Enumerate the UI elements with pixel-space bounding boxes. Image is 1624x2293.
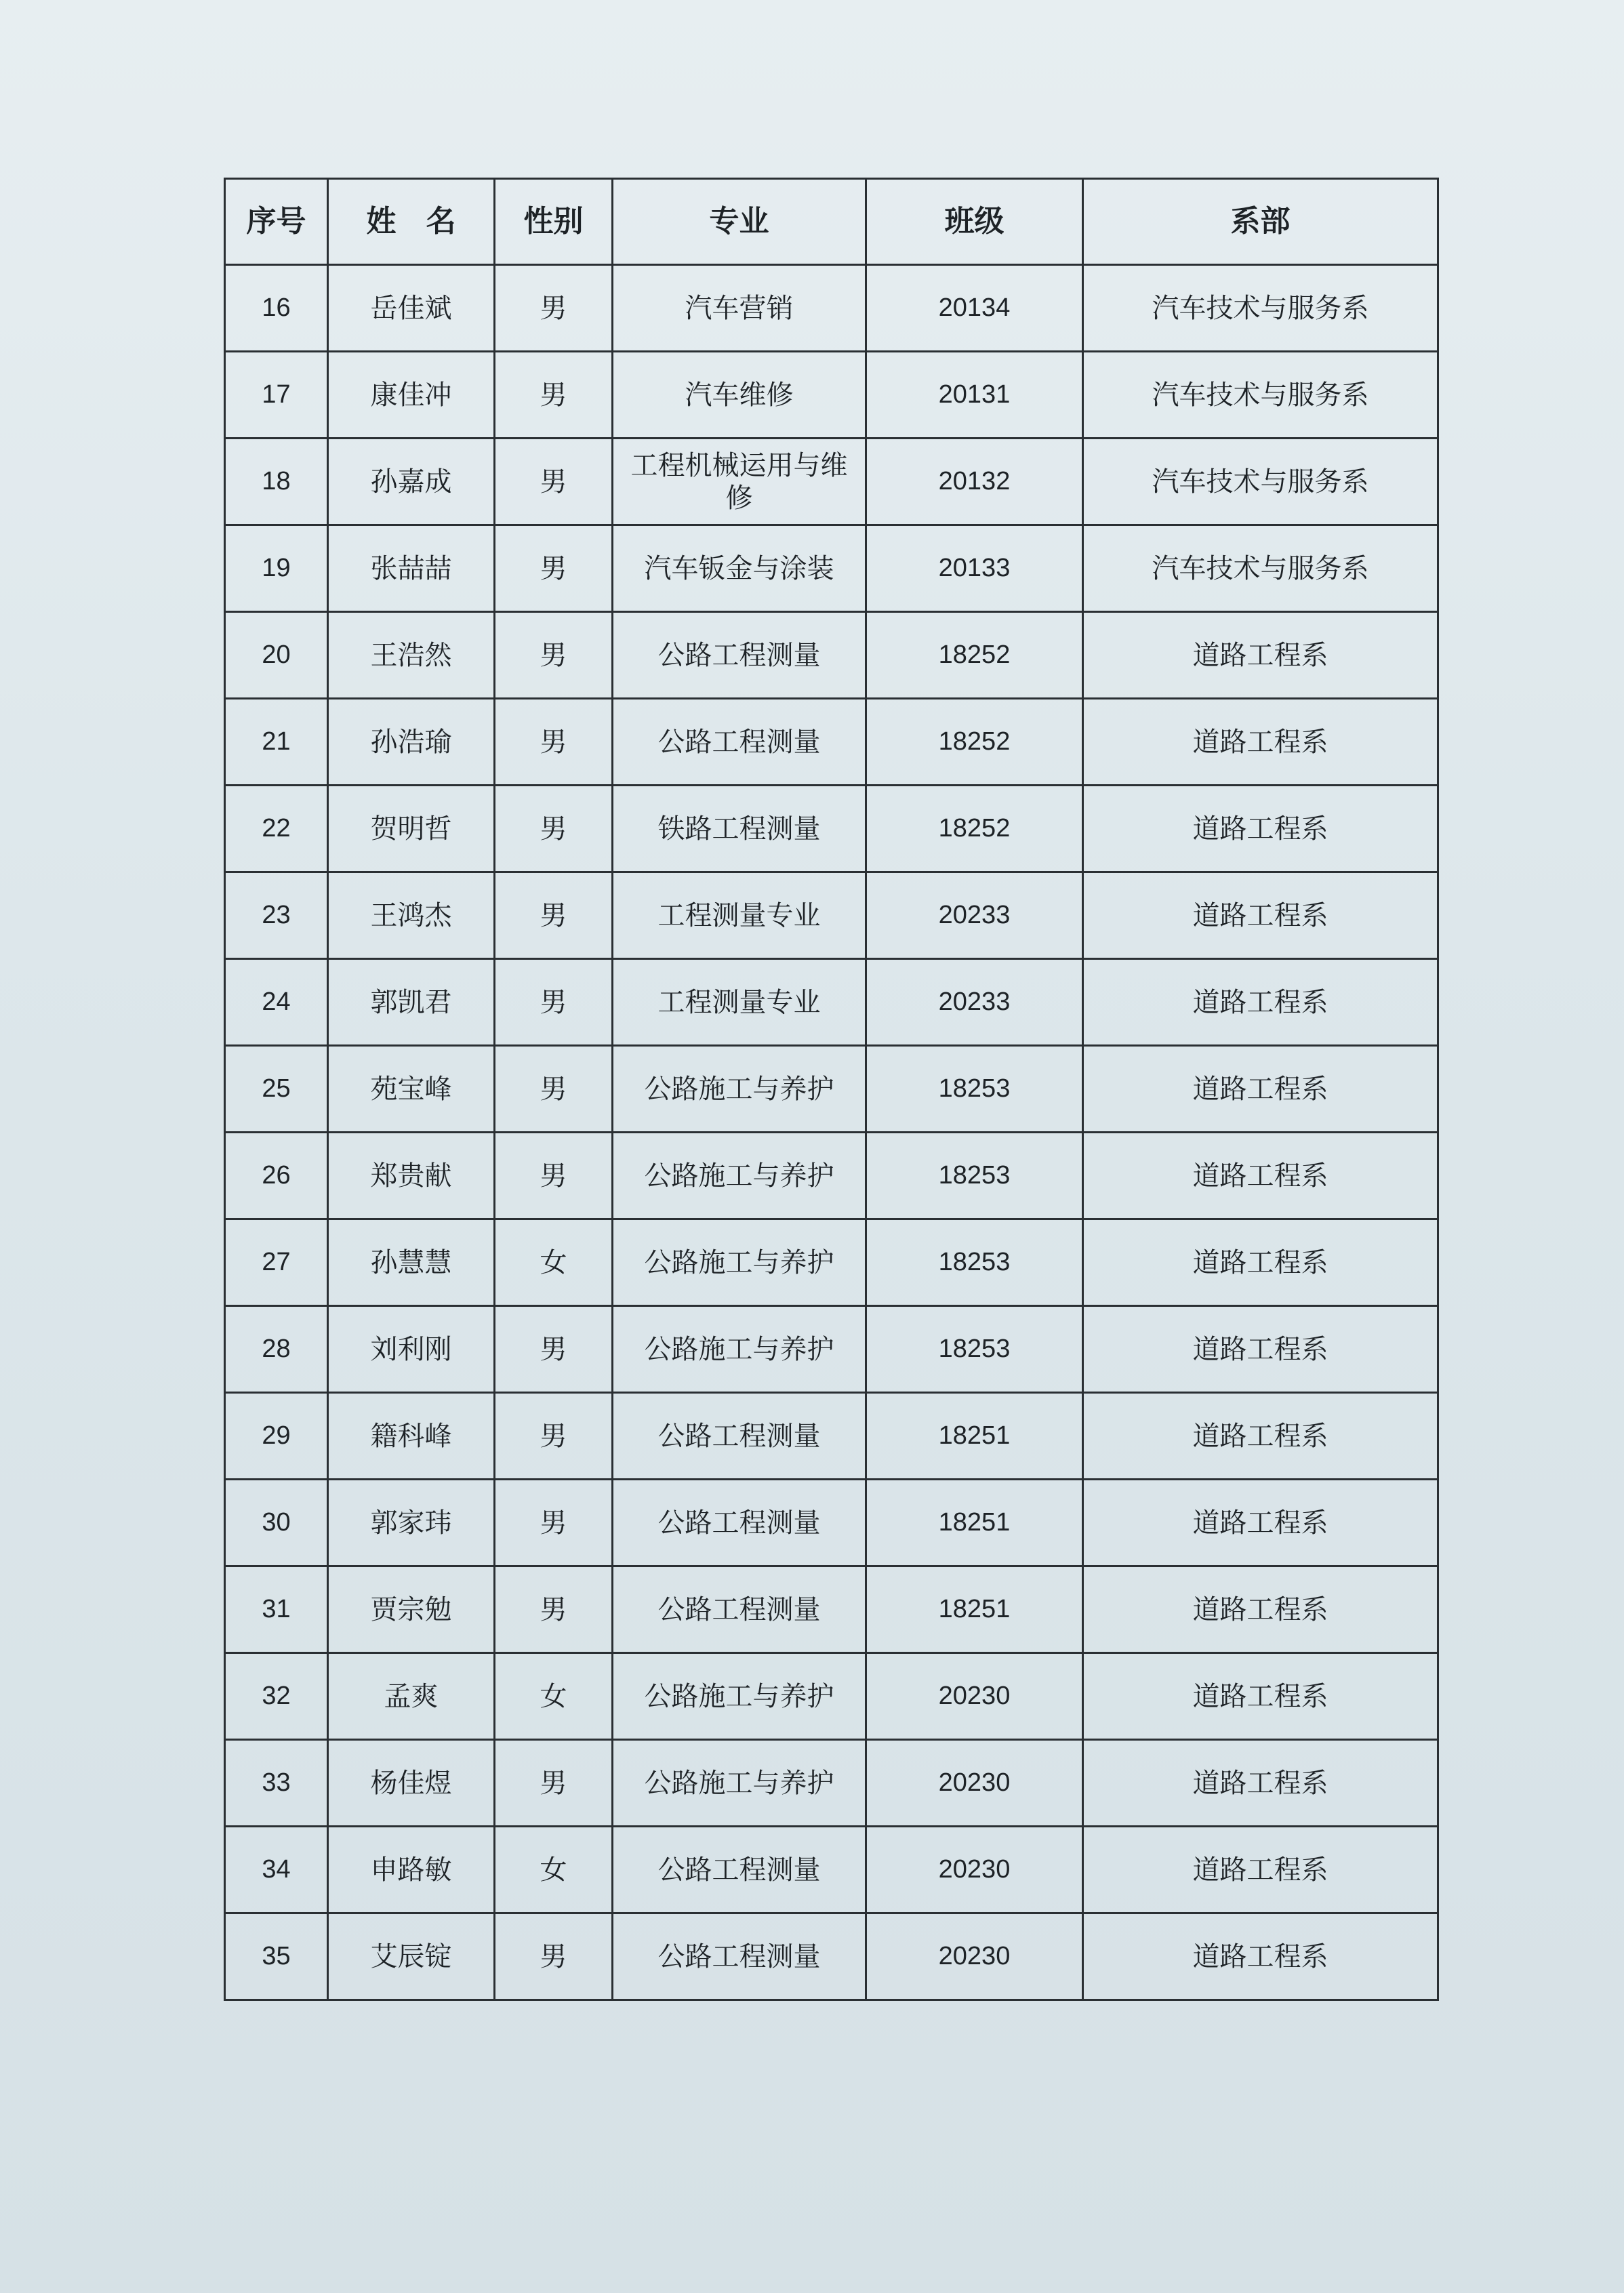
cell-gender: 女 <box>495 1827 613 1913</box>
header-class: 班级 <box>866 179 1083 265</box>
cell-gender: 男 <box>495 1306 613 1393</box>
cell-class: 20230 <box>866 1827 1083 1913</box>
cell-gender: 女 <box>495 1653 613 1740</box>
cell-major: 公路工程测量 <box>613 1827 866 1913</box>
cell-no: 29 <box>225 1393 328 1480</box>
cell-major: 公路工程测量 <box>613 1393 866 1480</box>
cell-name: 郭凯君 <box>328 959 495 1046</box>
cell-name: 籍科峰 <box>328 1393 495 1480</box>
cell-class: 20132 <box>866 439 1083 525</box>
cell-gender: 男 <box>495 1740 613 1827</box>
cell-class: 20230 <box>866 1653 1083 1740</box>
cell-no: 16 <box>225 265 328 352</box>
table-row <box>225 1219 1438 1306</box>
cell-class: 18253 <box>866 1046 1083 1133</box>
cell-name: 岳佳斌 <box>328 265 495 352</box>
header-gender: 性别 <box>495 179 613 265</box>
cell-department: 道路工程系 <box>1083 1566 1438 1653</box>
cell-name: 刘利刚 <box>328 1306 495 1393</box>
cell-name: 康佳冲 <box>328 352 495 439</box>
cell-name: 贺明哲 <box>328 786 495 872</box>
cell-major: 工程测量专业 <box>613 872 866 959</box>
cell-class: 18252 <box>866 786 1083 872</box>
cell-department: 汽车技术与服务系 <box>1083 439 1438 525</box>
cell-gender: 男 <box>495 1480 613 1566</box>
cell-department: 道路工程系 <box>1083 959 1438 1046</box>
cell-no: 22 <box>225 786 328 872</box>
table-row <box>225 959 1438 1046</box>
cell-name: 王鸿杰 <box>328 872 495 959</box>
cell-major: 公路工程测量 <box>613 1913 866 2000</box>
cell-major: 铁路工程测量 <box>613 786 866 872</box>
cell-department: 道路工程系 <box>1083 1306 1438 1393</box>
header-row <box>225 179 1438 265</box>
cell-major: 汽车钣金与涂装 <box>613 525 866 612</box>
header-department: 系部 <box>1083 179 1438 265</box>
table-row <box>225 439 1438 525</box>
table-row <box>225 1913 1438 2000</box>
table-row <box>225 1827 1438 1913</box>
cell-name: 孟爽 <box>328 1653 495 1740</box>
cell-department: 道路工程系 <box>1083 1653 1438 1740</box>
cell-gender: 男 <box>495 1393 613 1480</box>
student-roster-table <box>224 178 1439 2001</box>
cell-name: 苑宝峰 <box>328 1046 495 1133</box>
cell-major: 工程机械运用与维修 <box>613 439 866 525</box>
cell-major: 公路施工与养护 <box>613 1133 866 1219</box>
cell-department: 汽车技术与服务系 <box>1083 525 1438 612</box>
cell-department: 汽车技术与服务系 <box>1083 352 1438 439</box>
cell-department: 道路工程系 <box>1083 1393 1438 1480</box>
table-row <box>225 1740 1438 1827</box>
cell-no: 26 <box>225 1133 328 1219</box>
cell-major: 工程测量专业 <box>613 959 866 1046</box>
cell-gender: 男 <box>495 872 613 959</box>
cell-name: 孙浩瑜 <box>328 699 495 786</box>
cell-class: 18253 <box>866 1219 1083 1306</box>
cell-no: 25 <box>225 1046 328 1133</box>
table-row <box>225 1133 1438 1219</box>
cell-name: 孙嘉成 <box>328 439 495 525</box>
cell-major: 公路工程测量 <box>613 699 866 786</box>
cell-no: 35 <box>225 1913 328 2000</box>
cell-major: 公路施工与养护 <box>613 1219 866 1306</box>
cell-gender: 男 <box>495 1566 613 1653</box>
cell-department: 道路工程系 <box>1083 1133 1438 1219</box>
cell-no: 33 <box>225 1740 328 1827</box>
cell-class: 20233 <box>866 872 1083 959</box>
roster-body <box>225 265 1438 2000</box>
cell-department: 道路工程系 <box>1083 699 1438 786</box>
cell-department: 道路工程系 <box>1083 1046 1438 1133</box>
cell-no: 21 <box>225 699 328 786</box>
cell-no: 32 <box>225 1653 328 1740</box>
cell-name: 艾辰锭 <box>328 1913 495 2000</box>
cell-gender: 男 <box>495 1913 613 2000</box>
table-row <box>225 1046 1438 1133</box>
cell-gender: 男 <box>495 352 613 439</box>
cell-department: 道路工程系 <box>1083 1480 1438 1566</box>
cell-no: 28 <box>225 1306 328 1393</box>
cell-name: 郭家玮 <box>328 1480 495 1566</box>
cell-gender: 男 <box>495 1133 613 1219</box>
cell-class: 18252 <box>866 699 1083 786</box>
cell-department: 道路工程系 <box>1083 612 1438 699</box>
cell-major: 汽车维修 <box>613 352 866 439</box>
header-no: 序号 <box>225 179 328 265</box>
table-row <box>225 786 1438 872</box>
table-row <box>225 612 1438 699</box>
cell-name: 王浩然 <box>328 612 495 699</box>
cell-class: 18252 <box>866 612 1083 699</box>
table-row <box>225 1393 1438 1480</box>
cell-class: 20230 <box>866 1913 1083 2000</box>
cell-major: 公路工程测量 <box>613 1566 866 1653</box>
cell-gender: 男 <box>495 699 613 786</box>
cell-no: 27 <box>225 1219 328 1306</box>
cell-gender: 男 <box>495 786 613 872</box>
cell-major: 公路工程测量 <box>613 1480 866 1566</box>
cell-gender: 男 <box>495 612 613 699</box>
cell-gender: 男 <box>495 525 613 612</box>
table-row <box>225 265 1438 352</box>
table-row <box>225 699 1438 786</box>
cell-department: 道路工程系 <box>1083 1740 1438 1827</box>
cell-no: 30 <box>225 1480 328 1566</box>
cell-major: 公路工程测量 <box>613 612 866 699</box>
cell-class: 18251 <box>866 1480 1083 1566</box>
table-row <box>225 352 1438 439</box>
cell-department: 道路工程系 <box>1083 1913 1438 2000</box>
cell-gender: 男 <box>495 959 613 1046</box>
cell-name: 孙慧慧 <box>328 1219 495 1306</box>
table-row <box>225 525 1438 612</box>
cell-class: 18251 <box>866 1566 1083 1653</box>
cell-no: 20 <box>225 612 328 699</box>
table-row <box>225 1480 1438 1566</box>
cell-no: 18 <box>225 439 328 525</box>
cell-name: 郑贵献 <box>328 1133 495 1219</box>
cell-department: 道路工程系 <box>1083 1827 1438 1913</box>
cell-gender: 男 <box>495 439 613 525</box>
cell-gender: 男 <box>495 265 613 352</box>
cell-no: 31 <box>225 1566 328 1653</box>
cell-class: 20230 <box>866 1740 1083 1827</box>
cell-class: 18253 <box>866 1133 1083 1219</box>
cell-department: 道路工程系 <box>1083 1219 1438 1306</box>
cell-major: 公路施工与养护 <box>613 1306 866 1393</box>
cell-no: 34 <box>225 1827 328 1913</box>
cell-department: 道路工程系 <box>1083 872 1438 959</box>
cell-name: 申路敏 <box>328 1827 495 1913</box>
cell-no: 17 <box>225 352 328 439</box>
cell-name: 杨佳煜 <box>328 1740 495 1827</box>
cell-class: 18251 <box>866 1393 1083 1480</box>
cell-gender: 男 <box>495 1046 613 1133</box>
cell-name: 贾宗勉 <box>328 1566 495 1653</box>
cell-no: 19 <box>225 525 328 612</box>
cell-class: 20233 <box>866 959 1083 1046</box>
header-name: 姓 名 <box>328 179 495 265</box>
cell-class: 20131 <box>866 352 1083 439</box>
cell-class: 20133 <box>866 525 1083 612</box>
cell-major: 汽车营销 <box>613 265 866 352</box>
cell-class: 18253 <box>866 1306 1083 1393</box>
table-row <box>225 872 1438 959</box>
cell-department: 汽车技术与服务系 <box>1083 265 1438 352</box>
cell-major: 公路施工与养护 <box>613 1653 866 1740</box>
cell-gender: 女 <box>495 1219 613 1306</box>
table-row <box>225 1306 1438 1393</box>
cell-major: 公路施工与养护 <box>613 1740 866 1827</box>
table-row <box>225 1653 1438 1740</box>
cell-department: 道路工程系 <box>1083 786 1438 872</box>
cell-class: 20134 <box>866 265 1083 352</box>
cell-no: 23 <box>225 872 328 959</box>
cell-major: 公路施工与养护 <box>613 1046 866 1133</box>
cell-name: 张喆喆 <box>328 525 495 612</box>
header-major: 专业 <box>613 179 866 265</box>
cell-no: 24 <box>225 959 328 1046</box>
table-row <box>225 1566 1438 1653</box>
